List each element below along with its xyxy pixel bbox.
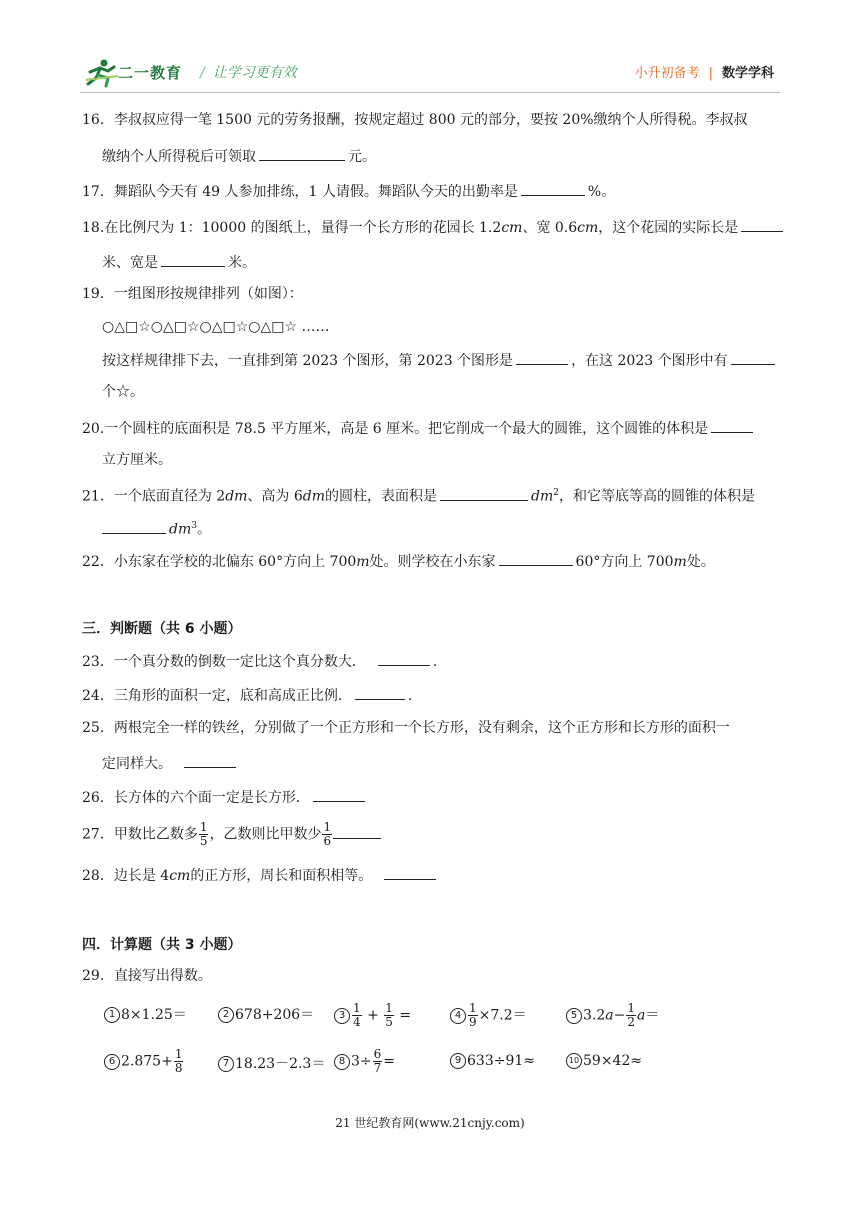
header-tags: 小升初备考 | 数学学科	[634, 66, 774, 81]
page-header	[80, 56, 780, 92]
section-title-calculation: 四．计算题（共 3 小题）	[82, 937, 242, 953]
question-20-line2: 立方厘米。	[102, 452, 172, 468]
calc-item-10: 10 59×42≈	[566, 1053, 642, 1069]
calc-item-4: 4 $\frac{1}{9}$ ×7.2＝	[450, 1002, 527, 1029]
question-24: 24．三角形的面积一定，底和高成正比例． .	[82, 684, 412, 706]
answer-blank[interactable]	[378, 650, 430, 666]
question-23: 23．一个真分数的倒数一定比这个真分数大． .	[82, 650, 437, 672]
calc-item-5: 5 3.2a− $\frac{1}{2}$ a＝	[566, 1002, 659, 1029]
answer-blank[interactable]	[355, 684, 405, 700]
answer-blank[interactable]	[384, 864, 436, 880]
calc-item-2: 2 678+206＝	[218, 1004, 314, 1024]
answer-blank[interactable]	[516, 349, 568, 365]
answer-blank[interactable]	[711, 417, 753, 433]
question-25: 25．两根完全一样的铁丝，分别做了一个正方形和一个长方形，没有剩余，这个正方形和长方形的面积一	[82, 720, 730, 736]
calc-item-9: 9 633÷91≈	[450, 1053, 535, 1069]
answer-blank[interactable]	[102, 518, 166, 534]
slogan: / 让学习更有效	[200, 65, 297, 81]
logo-text: 二一教育	[118, 64, 183, 82]
answer-blank[interactable]	[499, 550, 573, 566]
answer-blank[interactable]	[521, 180, 585, 196]
question-19: 19．一组图形按规律排列（如图）：	[82, 286, 303, 302]
page-footer: 21 世纪教育网(www.21cnjy.com)	[335, 1116, 525, 1130]
question-18-line2: 米、宽是 米。	[102, 251, 256, 273]
question-16-line2: 缴纳个人所得税后可领取 元。	[102, 145, 376, 167]
answer-blank[interactable]	[184, 752, 236, 768]
fraction: $\frac{1}{5}$	[199, 820, 208, 848]
logo	[84, 58, 196, 88]
question-17: 17．舞蹈队今天有 49 人参加排练，1 人请假。舞蹈队今天的出勤率是 %。	[82, 180, 615, 202]
calc-item-6: 6 2.875+ $\frac{1}{8}$	[104, 1048, 184, 1075]
question-21-line2: $dm^3$。	[102, 516, 211, 540]
calc-item-3: 3 $\frac{1}{4}$ + $\frac{1}{5}$ =	[334, 1002, 411, 1029]
question-29: 29．直接写出得数。	[82, 968, 212, 984]
question-25-line2: 定同样大。	[102, 752, 239, 774]
answer-blank[interactable]	[313, 786, 365, 802]
answer-blank[interactable]	[161, 251, 225, 267]
calc-item-1: 1 8×1.25＝	[104, 1004, 187, 1024]
slogan-text: 让学习更有效	[212, 65, 297, 81]
answer-blank[interactable]	[333, 823, 381, 839]
answer-blank[interactable]	[731, 349, 775, 365]
header-tag-subject: 数学学科	[721, 66, 774, 81]
question-18: 18.在比例尺为 1：10000 的图纸上，量得一个长方形的花园长 1.2cm、宽 0.6cm，这个花园的实际长是	[82, 216, 786, 238]
question-26: 26．长方体的六个面一定是长方形．	[82, 786, 368, 808]
answer-blank[interactable]	[259, 145, 345, 161]
question-21: 21．一个底面直径为 2dm、高为 6dm的圆柱，表面积是 $dm^2$，和它等底等高的圆锥的体积是	[82, 483, 755, 507]
question-19-line4: 个☆。	[102, 384, 144, 400]
fraction: $\frac{1}{6}$	[323, 820, 332, 848]
question-20: 20.一个圆柱的底面积是 78.5 平方厘米，高是 6 厘米。把它削成一个最大的圆锥，这个圆锥的体积是	[82, 417, 756, 439]
runner-logo-icon	[84, 58, 120, 88]
question-28: 28．边长是 4cm的正方形，周长和面积相等。	[82, 864, 439, 886]
question-22: 22．小东家在学校的北偏东 60°方向上 700m处。则学校在小东家 60°方向上 700m处。	[82, 550, 715, 572]
answer-blank[interactable]	[440, 485, 528, 501]
header-tag-exam: 小升初备考	[634, 66, 700, 81]
calc-item-8: 8 3÷ $\frac{6}{7}$ =	[334, 1048, 395, 1075]
calc-item-7: 7 18.23－2.3＝	[218, 1053, 325, 1073]
question-16: 16．李叔叔应得一笔 1500 元的劳务报酬，按规定超过 800 元的部分，要按 20%缴纳个人所得税。李叔叔	[82, 112, 748, 128]
question-19-line3: 按这样规律排下去，一直排到第 2023 个图形，第 2023 个图形是 ，在这 2023 个图形中有	[102, 349, 778, 371]
header-divider	[80, 92, 780, 93]
section-title-judgment: 三．判断题（共 6 小题）	[82, 621, 242, 637]
answer-blank[interactable]	[741, 216, 783, 232]
question-27: 27．甲数比乙数多 $\frac{1}{5}$ ，乙数则比甲数少 $\frac{1}{6}$	[82, 821, 384, 848]
shape-pattern: ○△□☆○△□☆○△□☆○△□☆ ……	[102, 319, 330, 335]
